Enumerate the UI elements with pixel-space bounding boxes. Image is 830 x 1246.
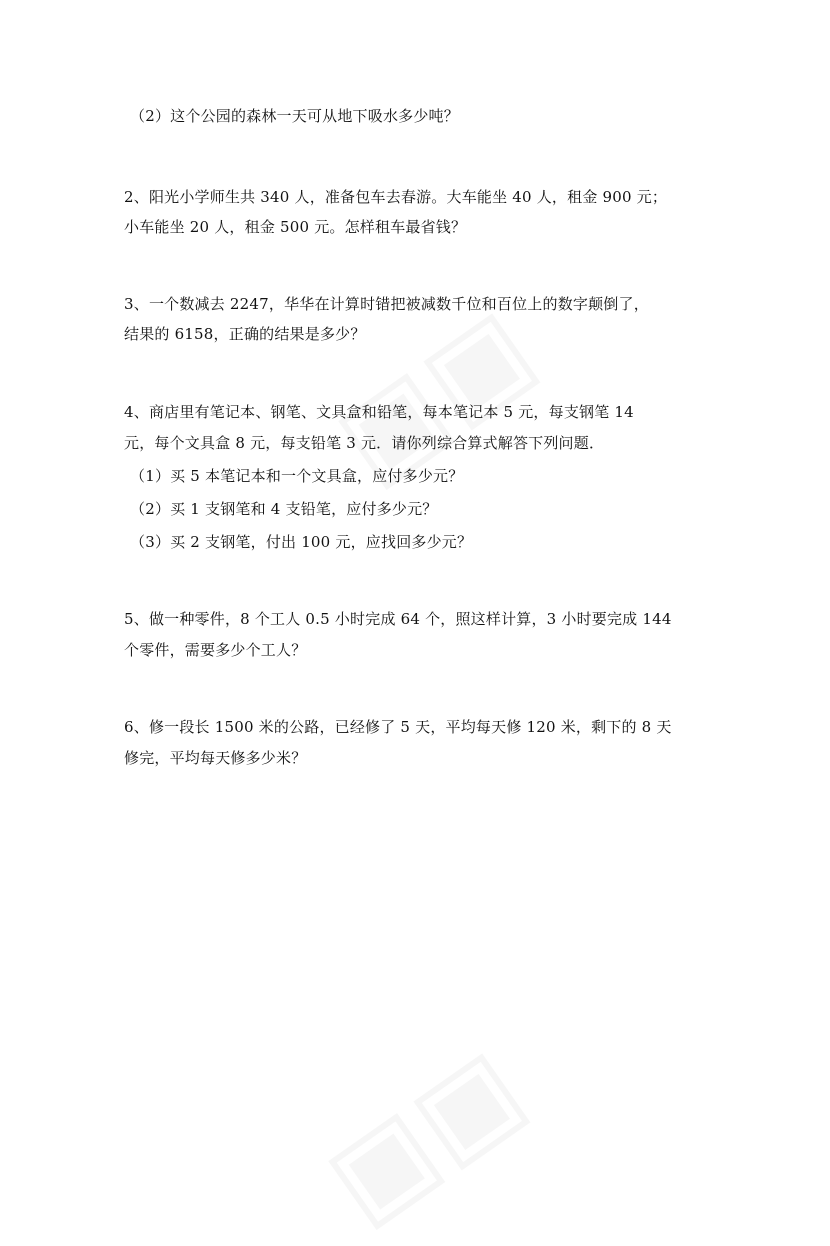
question-4-part-2: （2）买 1 支钢笔和 4 支铅笔，应付多少元？ bbox=[130, 500, 438, 518]
watermark bbox=[302, 1022, 546, 1246]
question-3-line-1: 3、一个数减去 2247，华华在计算时错把被减数千位和百位上的数字颠倒了， bbox=[124, 295, 649, 313]
question-5-line-2: 个零件，需要多少个工人？ bbox=[124, 641, 307, 659]
question-2-line-1: 2、阳光小学师生共 340 人，准备包车去春游。大车能坐 40 人，租金 900 元； bbox=[124, 188, 668, 206]
question-6-line-2: 修完，平均每天修多少米？ bbox=[124, 749, 307, 767]
question-1-part-2: （2）这个公园的森林一天可从地下吸水多少吨？ bbox=[130, 107, 459, 125]
question-4-line-2: 元，每个文具盒 8 元，每支铅笔 3 元．请你列综合算式解答下列问题． bbox=[124, 434, 605, 452]
question-2-line-2: 小车能坐 20 人，租金 500 元。怎样租车最省钱？ bbox=[124, 218, 467, 236]
question-4-part-3: （3）买 2 支钢笔，付出 100 元，应找回多少元？ bbox=[130, 533, 473, 551]
question-4-line-1: 4、商店里有笔记本、钢笔、文具盒和铅笔，每本笔记本 5 元，每支钢笔 14 bbox=[124, 403, 634, 421]
question-5-line-1: 5、做一种零件，8 个工人 0.5 小时完成 64 个，照这样计算，3 小时要完成 144 bbox=[124, 610, 672, 628]
question-4-part-1: （1）买 5 本笔记本和一个文具盒，应付多少元？ bbox=[130, 467, 464, 485]
question-6-line-1: 6、修一段长 1500 米的公路，已经修了 5 天，平均每天修 120 米，剩下的 8 天 bbox=[124, 718, 672, 736]
question-3-line-2: 结果的 6158，正确的结果是多少？ bbox=[124, 325, 366, 343]
